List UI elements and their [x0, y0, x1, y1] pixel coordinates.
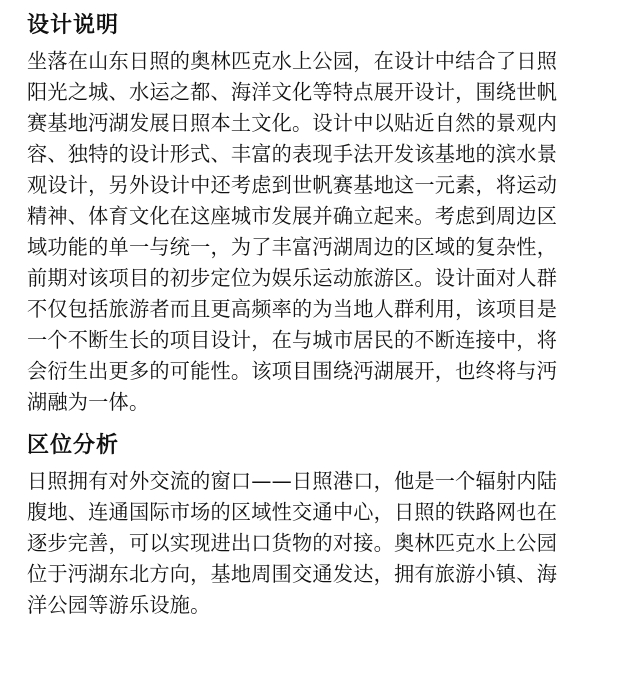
section-title-design-description: 设计说明 — [27, 13, 120, 38]
section-location-analysis — [27, 428, 612, 621]
text-line: 赛基地沔湖发展日照本土文化。设计中以贴近自然的景观内 — [27, 111, 558, 135]
text-line: 腹地、连通国际市场的区域性交通中心，日照的铁路网也在 — [27, 500, 558, 524]
paragraph-location-analysis — [27, 466, 612, 621]
text-line: 一个不断生长的项目设计，在与城市居民的不断连接中，将 — [27, 328, 558, 352]
text-line: 前期对该项目的初步定位为娱乐运动旅游区。设计面对人群 — [27, 266, 558, 290]
section-title-location-analysis: 区位分析 — [27, 433, 120, 458]
text-line: 日照拥有对外交流的窗口——日照港口，他是一个辐射内陆 — [27, 469, 558, 493]
text-line: 洋公园等游乐设施。 — [27, 593, 211, 617]
text-line: 精神、体育文化在这座城市发展并确立起来。考虑到周边区 — [27, 204, 558, 228]
text-line: 容、独特的设计形式、丰富的表现手法开发该基地的滨水景 — [27, 142, 558, 166]
text-line: 会衍生出更多的可能性。该项目围绕沔湖展开，也终将与沔 — [27, 359, 558, 383]
text-line: 观设计，另外设计中还考虑到世帆赛基地这一元素，将运动 — [27, 173, 558, 197]
text-line: 阳光之城、水运之都、海洋文化等特点展开设计，围绕世帆 — [27, 80, 558, 104]
text-line: 不仅包括旅游者而且更高频率的为当地人群利用，该项目是 — [27, 297, 558, 321]
text-line: 湖融为一体。 — [27, 390, 150, 414]
text-line: 坐落在山东日照的奥林匹克水上公园，在设计中结合了日照 — [27, 49, 558, 73]
paragraph-design-description — [27, 46, 612, 418]
text-line: 逐步完善，可以实现进出口货物的对接。奥林匹克水上公园 — [27, 531, 558, 555]
text-line: 位于沔湖东北方向，基地周围交通发达，拥有旅游小镇、海 — [27, 562, 558, 586]
text-line: 域功能的单一与统一，为了丰富沔湖周边的区域的复杂性， — [27, 235, 558, 259]
section-design-description — [27, 8, 612, 418]
document-body — [27, 8, 612, 629]
